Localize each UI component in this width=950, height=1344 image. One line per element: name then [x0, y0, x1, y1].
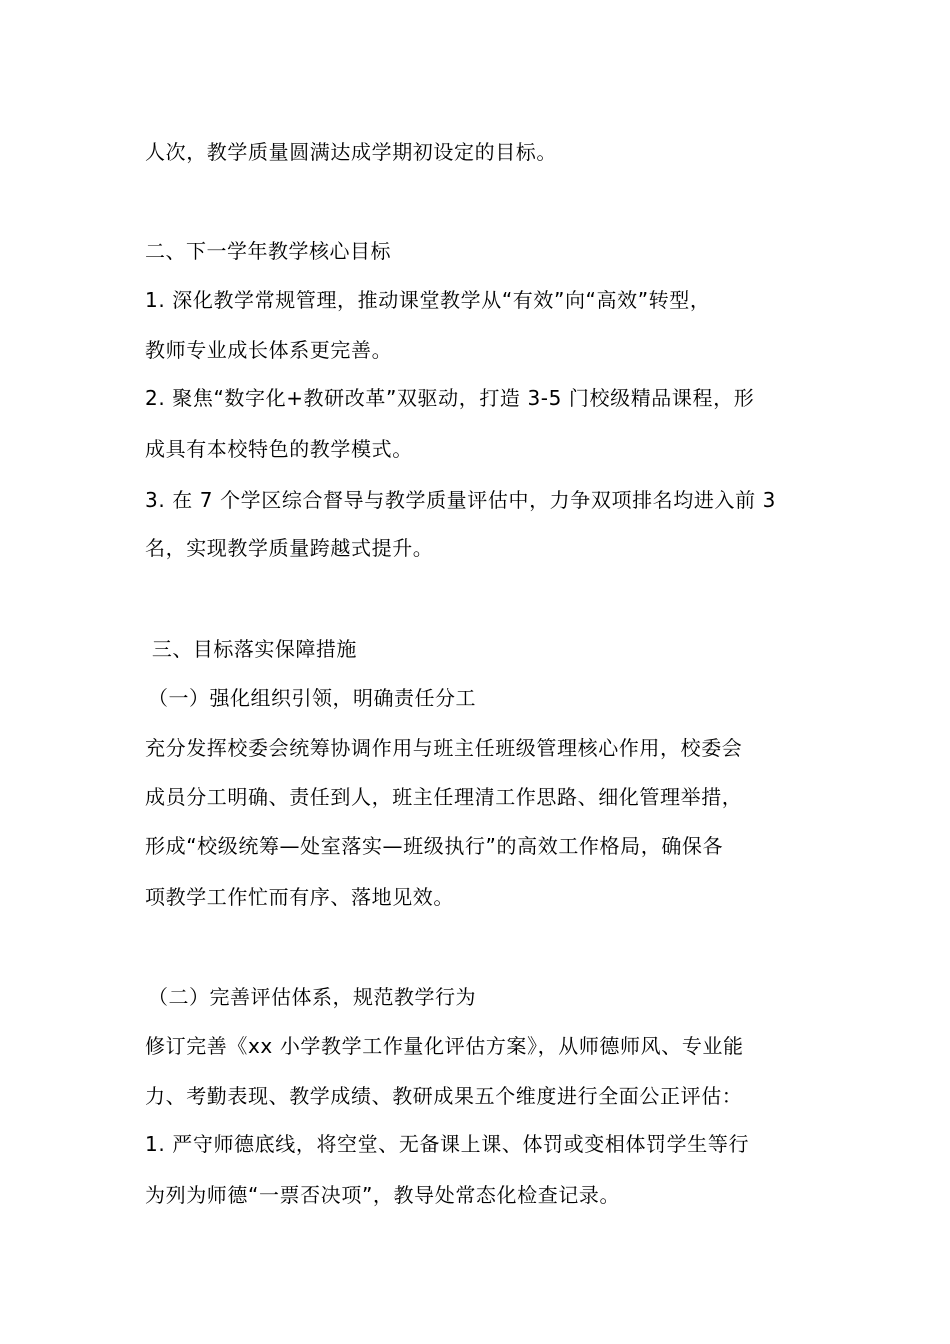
- goal-item-2-line-1: 2. 聚焦“数字化+教研改革”双驱动，打造 3-5 门校级精品课程，形: [145, 386, 755, 410]
- text-line-continuation: 人次，教学质量圆满达成学期初设定的目标。: [145, 140, 557, 164]
- subsection-heading-1: （一）强化组织引领，明确责任分工: [148, 686, 476, 710]
- goal-item-1-line-1: 1. 深化教学常规管理，推动课堂教学从“有效”向“高效”转型，: [145, 288, 711, 312]
- subsection-heading-2: （二）完善评估体系，规范教学行为: [148, 985, 476, 1009]
- goal-item-1-line-2: 教师专业成长体系更完善。: [145, 338, 393, 362]
- paragraph-1-line-1: 充分发挥校委会统筹协调作用与班主任班级管理核心作用，校委会: [145, 736, 743, 760]
- paragraph-2-line-2: 力、考勤表现、教学成绩、教研成果五个维度进行全面公正评估：: [145, 1084, 743, 1108]
- section-heading-3: 三、目标落实保障措施: [145, 637, 357, 661]
- paragraph-1-line-4: 项教学工作忙而有序、落地见效。: [145, 885, 454, 909]
- paragraph-1-line-3: 形成“校级统筹—处室落实—班级执行”的高效工作格局，确保各: [145, 834, 724, 858]
- rule-item-1-line-2: 为列为师德“一票否决项”，教导处常态化检查记录。: [145, 1183, 621, 1207]
- goal-item-2-line-2: 成具有本校特色的教学模式。: [145, 437, 413, 461]
- paragraph-2-line-1: 修订完善《xx 小学教学工作量化评估方案》，从师德师风、专业能: [145, 1034, 744, 1058]
- paragraph-1-line-2: 成员分工明确、责任到人，班主任理清工作思路、细化管理举措，: [145, 785, 743, 809]
- rule-item-1-line-1: 1. 严守师德底线，将空堂、无备课上课、体罚或变相体罚学生等行: [145, 1132, 750, 1156]
- section-heading-2: 二、下一学年教学核心目标: [145, 239, 391, 263]
- goal-item-3-line-1: 3. 在 7 个学区综合督导与教学质量评估中，力争双项排名均进入前 3: [145, 488, 776, 512]
- goal-item-3-line-2: 名，实现教学质量跨越式提升。: [145, 536, 434, 560]
